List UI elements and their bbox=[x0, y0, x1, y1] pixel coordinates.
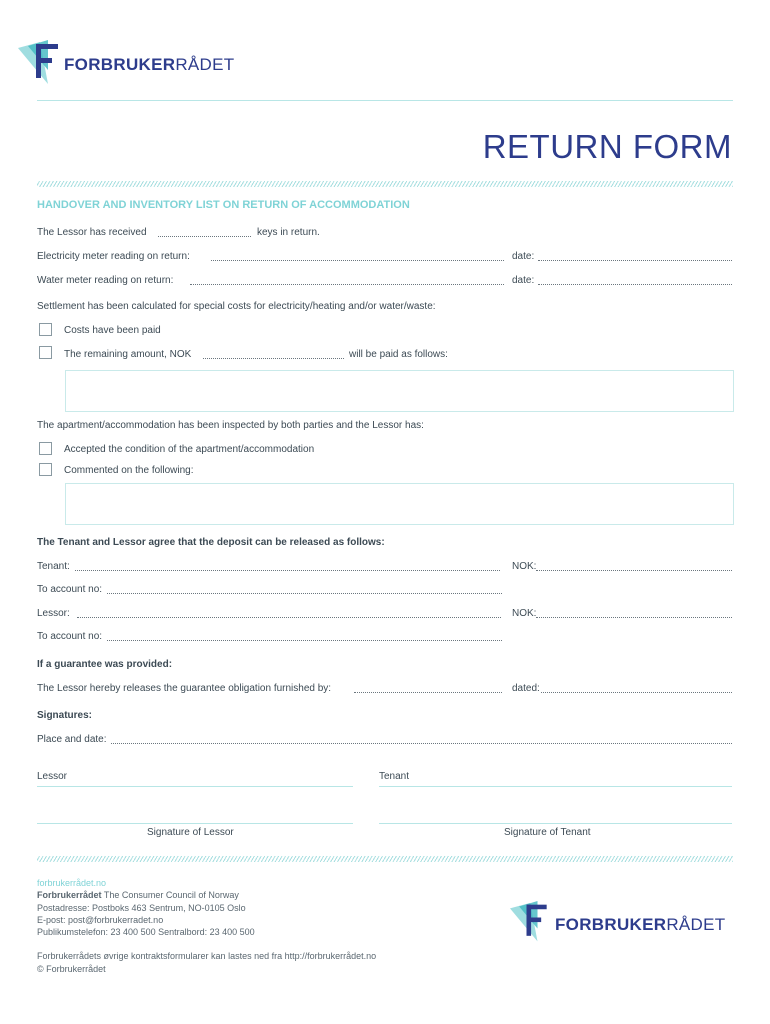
remaining-amount-field[interactable] bbox=[203, 358, 344, 359]
tenant-name-label: Tenant bbox=[379, 771, 410, 782]
lessor-signature-line[interactable] bbox=[37, 823, 353, 824]
settlement-text: Settlement has been calculated for special costs for electricity/heating and/or water/waste: bbox=[37, 301, 436, 312]
header-divider bbox=[37, 100, 733, 101]
accepted-label: Accepted the condition of the apartment/accommodation bbox=[64, 444, 315, 455]
lessor-nok-field[interactable] bbox=[536, 617, 732, 618]
guarantee-dated-field[interactable] bbox=[541, 692, 732, 693]
electricity-label: Electricity meter reading on return: bbox=[37, 251, 190, 262]
remaining-suffix: will be paid as follows: bbox=[349, 349, 448, 360]
guarantee-furnished-by-field[interactable] bbox=[354, 692, 502, 693]
lessor-label: Lessor: bbox=[37, 608, 70, 619]
costs-paid-checkbox[interactable] bbox=[39, 323, 52, 336]
footer-website[interactable]: forbrukerrådet.no bbox=[37, 878, 107, 888]
remaining-amount-checkbox[interactable] bbox=[39, 346, 52, 359]
lessor-field[interactable] bbox=[77, 617, 501, 618]
keys-suffix: keys in return. bbox=[257, 227, 320, 238]
guarantee-text: The Lessor hereby releases the guarantee obligation furnished by: bbox=[37, 683, 332, 694]
tenant-account-label: To account no: bbox=[37, 584, 103, 595]
lessor-nok-label: NOK: bbox=[512, 608, 537, 619]
remaining-prefix: The remaining amount, NOK bbox=[64, 349, 192, 360]
lessor-account-field[interactable] bbox=[107, 640, 502, 641]
water-label: Water meter reading on return: bbox=[37, 275, 174, 286]
logo-wordmark: FORBRUKERRÅDET bbox=[64, 55, 235, 74]
header-logo bbox=[18, 40, 238, 88]
keys-count-field[interactable] bbox=[158, 236, 251, 237]
tenant-signature-label: Signature of Tenant bbox=[504, 827, 591, 838]
tenant-nok-label: NOK: bbox=[512, 561, 537, 572]
footer-logo bbox=[510, 900, 725, 948]
footer-logo-wordmark: FORBRUKERRÅDET bbox=[555, 915, 726, 934]
tenant-label: Tenant: bbox=[37, 561, 70, 572]
lessor-signature-label: Signature of Lessor bbox=[147, 827, 234, 838]
section-subtitle: HANDOVER AND INVENTORY LIST ON RETURN OF ACCOMMODATION bbox=[37, 199, 410, 211]
tenant-signature-line[interactable] bbox=[379, 823, 732, 824]
tenant-field[interactable] bbox=[75, 570, 500, 571]
accepted-checkbox[interactable] bbox=[39, 442, 52, 455]
water-reading-field[interactable] bbox=[190, 284, 504, 285]
costs-paid-label: Costs have been paid bbox=[64, 325, 161, 336]
lessor-name-line[interactable] bbox=[37, 786, 353, 787]
footer-copyright: © Forbrukerrådet bbox=[37, 964, 106, 974]
tenant-account-field[interactable] bbox=[107, 593, 502, 594]
keys-prefix: The Lessor has received bbox=[37, 227, 147, 238]
place-date-field[interactable] bbox=[111, 743, 732, 744]
guarantee-dated-label: dated: bbox=[512, 683, 540, 694]
water-date-field[interactable] bbox=[538, 284, 732, 285]
lessor-account-label: To account no: bbox=[37, 631, 103, 642]
water-date-label: date: bbox=[512, 275, 535, 286]
place-date-label: Place and date: bbox=[37, 734, 107, 745]
footer-email[interactable]: E-post: post@forbrukerradet.no bbox=[37, 915, 164, 925]
deposit-heading: The Tenant and Lessor agree that the deposit can be released as follows: bbox=[37, 537, 385, 548]
footer-phone: Publikumstelefon: 23 400 500 Sentralbord: 23 400 500 bbox=[37, 927, 255, 937]
footer-logo-mark-icon bbox=[510, 900, 554, 946]
footer-hatch-divider bbox=[37, 856, 733, 862]
comments-textarea[interactable] bbox=[65, 483, 734, 525]
logo-mark-icon bbox=[18, 40, 66, 88]
payment-terms-textarea[interactable] bbox=[65, 370, 734, 412]
title-hatch-divider bbox=[37, 181, 733, 187]
electricity-reading-field[interactable] bbox=[211, 260, 504, 261]
tenant-name-line[interactable] bbox=[379, 786, 732, 787]
commented-checkbox[interactable] bbox=[39, 463, 52, 476]
electricity-date-label: date: bbox=[512, 251, 535, 262]
lessor-name-label: Lessor bbox=[37, 771, 68, 782]
tenant-nok-field[interactable] bbox=[536, 570, 732, 571]
electricity-date-field[interactable] bbox=[538, 260, 732, 261]
footer-address: Postadresse: Postboks 463 Sentrum, NO-0105 Oslo bbox=[37, 903, 246, 913]
inspected-text: The apartment/accommodation has been inspected by both parties and the Lessor has: bbox=[37, 420, 424, 431]
footer-org: Forbrukerrådet The Consumer Council of Norway bbox=[37, 890, 239, 900]
commented-label: Commented on the following: bbox=[64, 465, 194, 476]
page-title: RETURN FORM bbox=[482, 128, 732, 165]
guarantee-heading: If a guarantee was provided: bbox=[37, 659, 173, 670]
footer-other-forms: Forbrukerrådets øvrige kontraktsformularer kan lastes ned fra http://forbrukerrådet.no bbox=[37, 951, 377, 961]
signatures-heading: Signatures: bbox=[37, 710, 93, 721]
